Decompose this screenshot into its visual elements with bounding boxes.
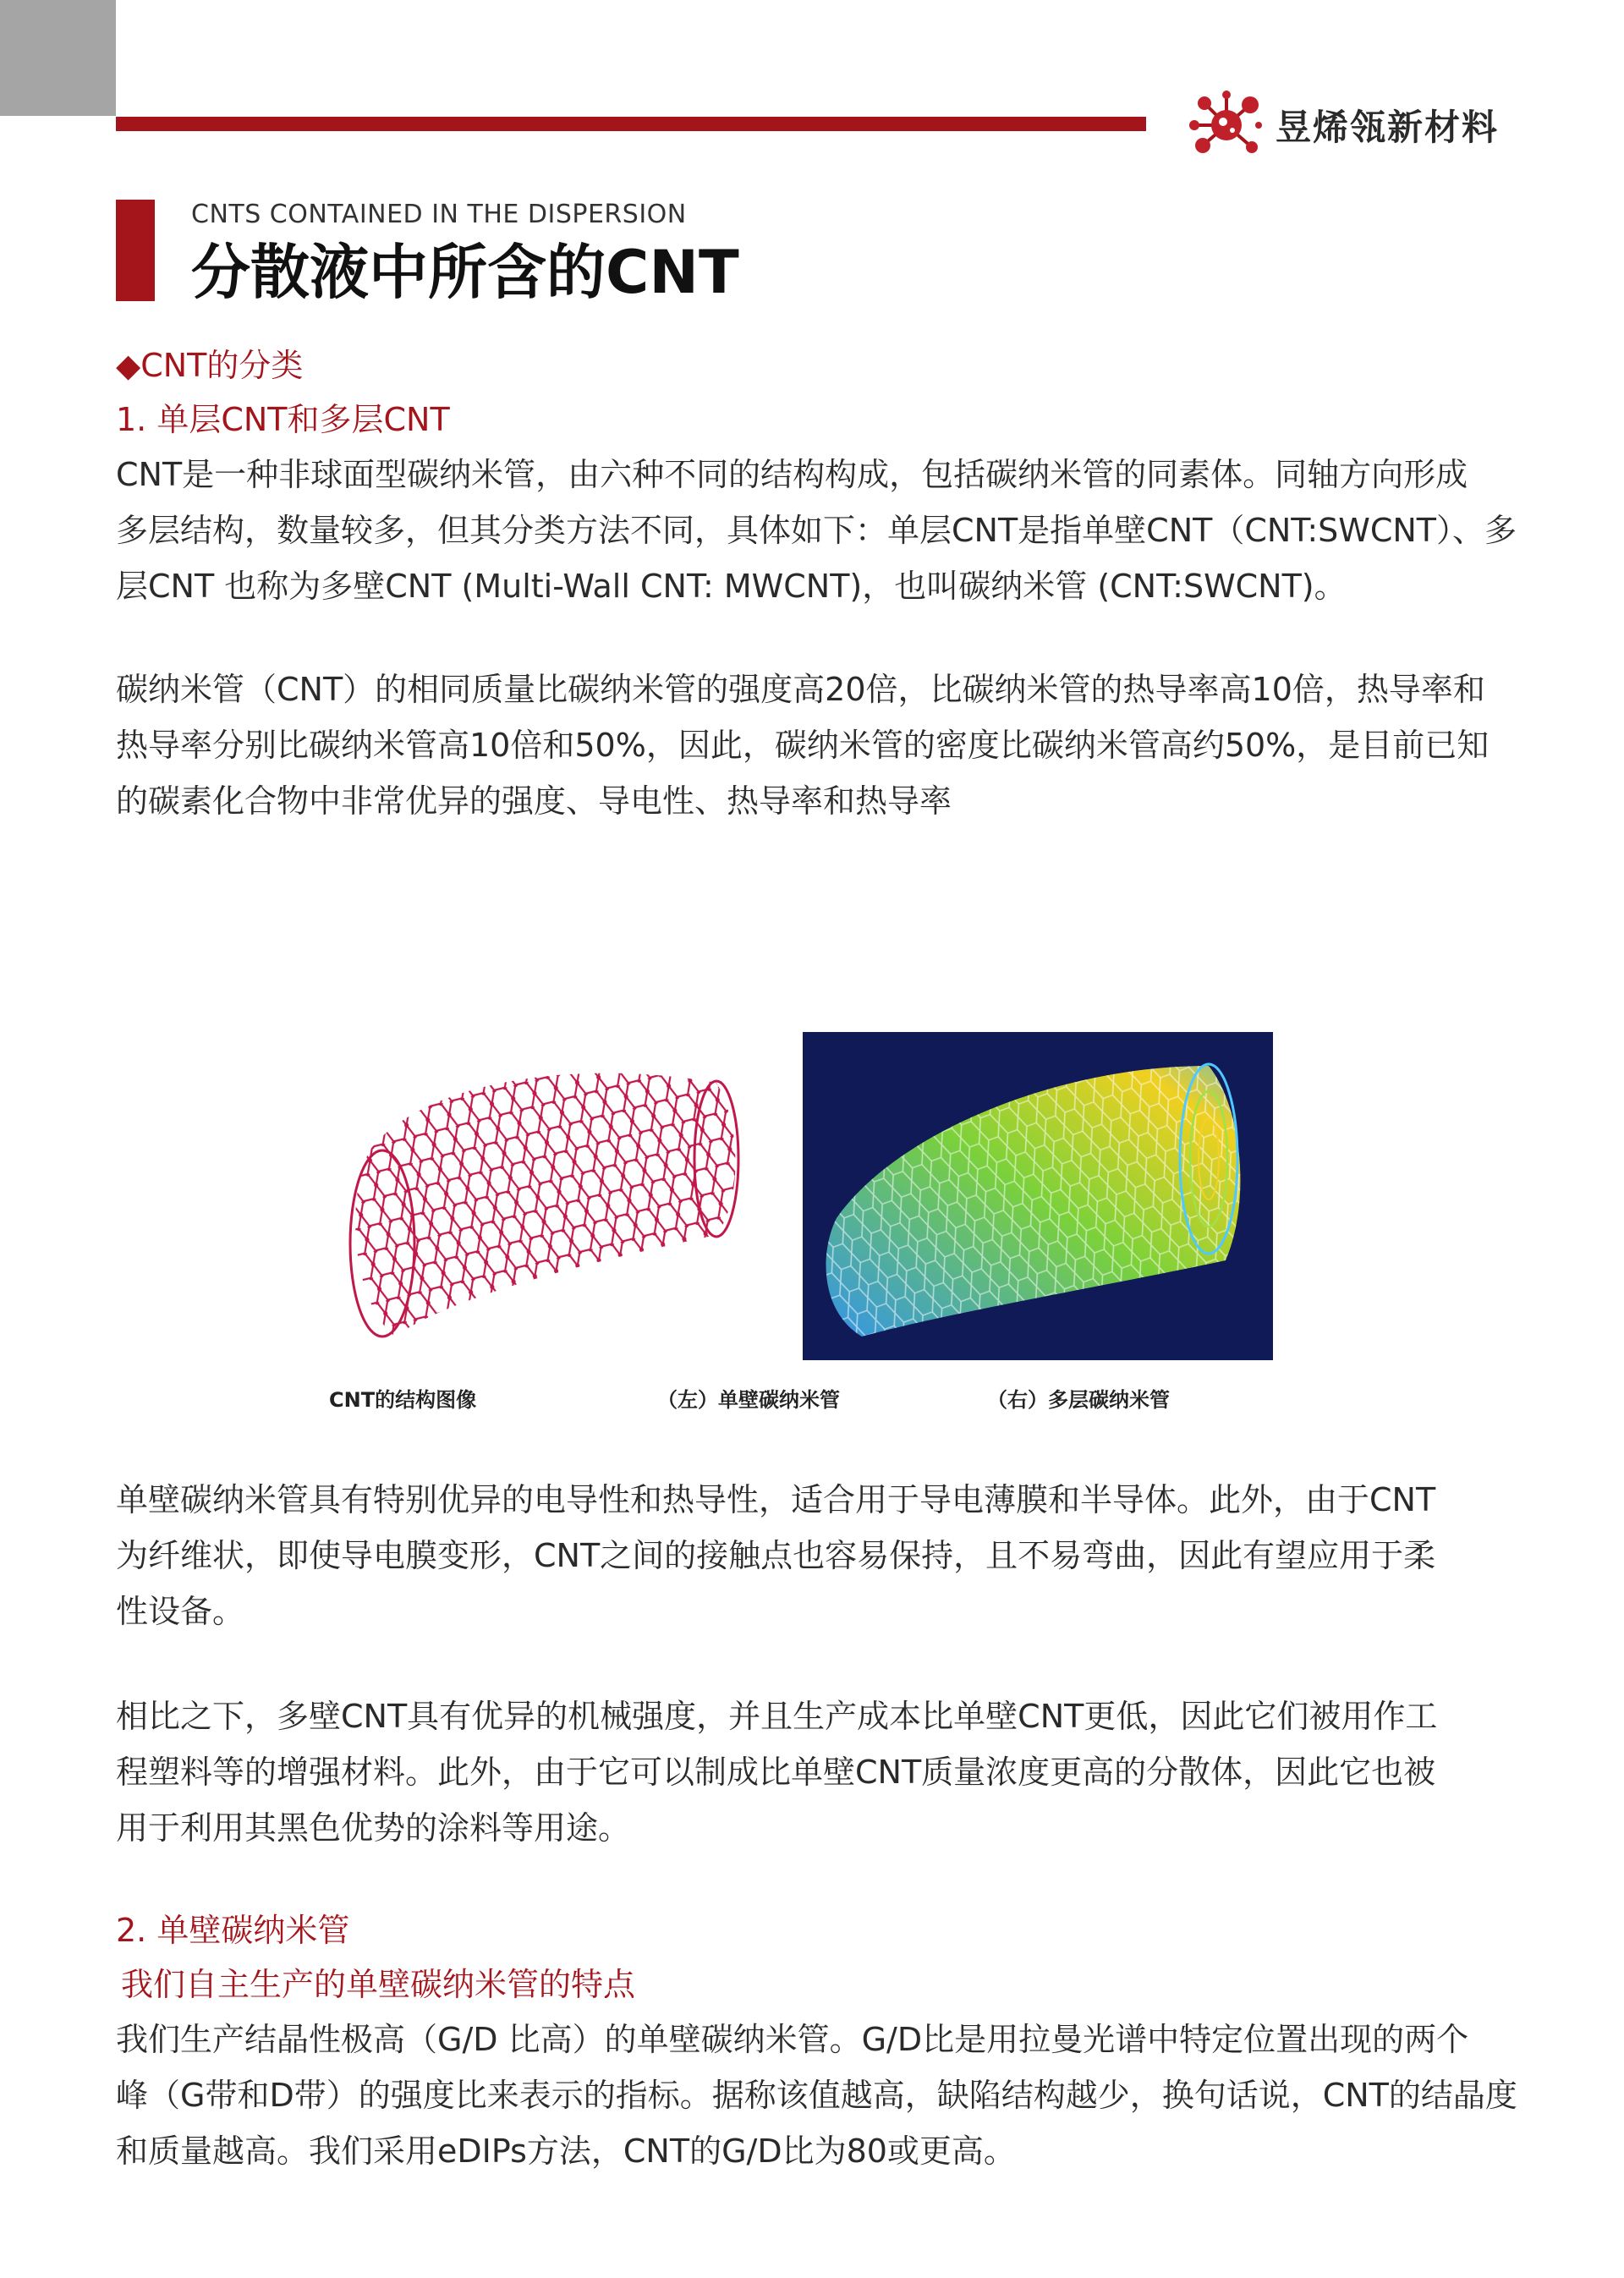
section1-continued [116,1472,1537,2179]
figure-caption-left: （左）单壁碳纳米管 [657,1388,840,1412]
paragraph-line: 多层结构，数量较多，但其分类方法不同，具体如下：单层CNT是指单壁CNT（CNT:SWCNT）、多 [116,512,1517,549]
paragraph-line: 为纤维状，即使导电膜变形，CNT之间的接触点也容易保持，且不易弯曲，因此有望应用于柔 [116,1537,1436,1574]
title-english: CNTS CONTAINED IN THE DISPERSION [191,200,687,229]
paragraph-line: 热导率分别比碳纳米管高10倍和50%，因此，碳纳米管的密度比碳纳米管高约50%，是目前已知 [116,727,1490,764]
paragraph-line: 我们生产结晶性极高（G/D 比高）的单壁碳纳米管。G/D比是用拉曼光谱中特定位置出现的两个 [116,2021,1469,2058]
molecule-logo-icon [1186,86,1267,164]
paragraph-line: 性设备。 [116,1593,245,1630]
paragraph-line: 碳纳米管（CNT）的相同质量比碳纳米管的强度高20倍，比碳纳米管的热导率高10倍，热导率和 [116,671,1485,708]
cnt-structure-figure [116,1032,1537,1430]
category-heading: ◆CNT的分类 [116,347,304,384]
logo-text: 昱烯瓴新材料 [1276,107,1500,148]
paragraph-line: 的碳素化合物中非常优异的强度、导电性、热导率和热导率 [116,782,952,820]
paragraph-line: 峰（G带和D带）的强度比来表示的指标。据称该值越高，缺陷结构越少，换句话说，CNT的结晶度 [116,2077,1517,2114]
paragraph-line: 层CNT 也称为多壁CNT (Multi-Wall CNT: MWCNT)，也叫碳纳米管 (CNT:SWCNT)。 [116,568,1347,605]
paragraph-line: 程塑料等的增强材料。此外，由于它可以制成比单壁CNT质量浓度更高的分散体，因此它也被 [116,1754,1436,1791]
paragraph-line: 和质量越高。我们采用eDIPs方法，CNT的G/D比为80或更高。 [116,2133,1016,2170]
main-content [116,338,1537,2170]
section-heading-1: 1. 单层CNT和多层CNT [116,401,450,438]
section-subheading: 我们自主生产的单壁碳纳米管的特点 [121,1966,636,2003]
corner-block [0,0,116,116]
multi-wall-nanotube-image [803,1032,1273,1360]
figure-caption-main: CNT的结构图像 [329,1388,477,1412]
page-title: 分散液中所含的CNT [191,238,739,307]
paragraph-line: 相比之下，多壁CNT具有优异的机械强度，并且生产成本比单壁CNT更低，因此它们被用作工 [116,1698,1438,1735]
single-wall-nanotube-image [319,1032,759,1370]
paragraph-line: 用于利用其黑色优势的涂料等用途。 [116,1809,631,1847]
company-logo [1186,86,1499,164]
section-heading-2: 2. 单壁碳纳米管 [116,1912,350,1949]
title-accent-bar [116,200,155,301]
figure-caption-right: （右）多层碳纳米管 [987,1388,1170,1412]
multi-wall-nanotube-drawing [803,1032,1273,1360]
paragraph-line: 单壁碳纳米管具有特别优异的电导性和热导性，适合用于导电薄膜和半导体。此外，由于CNT [116,1481,1436,1518]
header-rule [116,117,1146,131]
paragraph-line: CNT是一种非球面型碳纳米管，由六种不同的结构构成，包括碳纳米管的同素体。同轴方向形成 [116,456,1468,493]
